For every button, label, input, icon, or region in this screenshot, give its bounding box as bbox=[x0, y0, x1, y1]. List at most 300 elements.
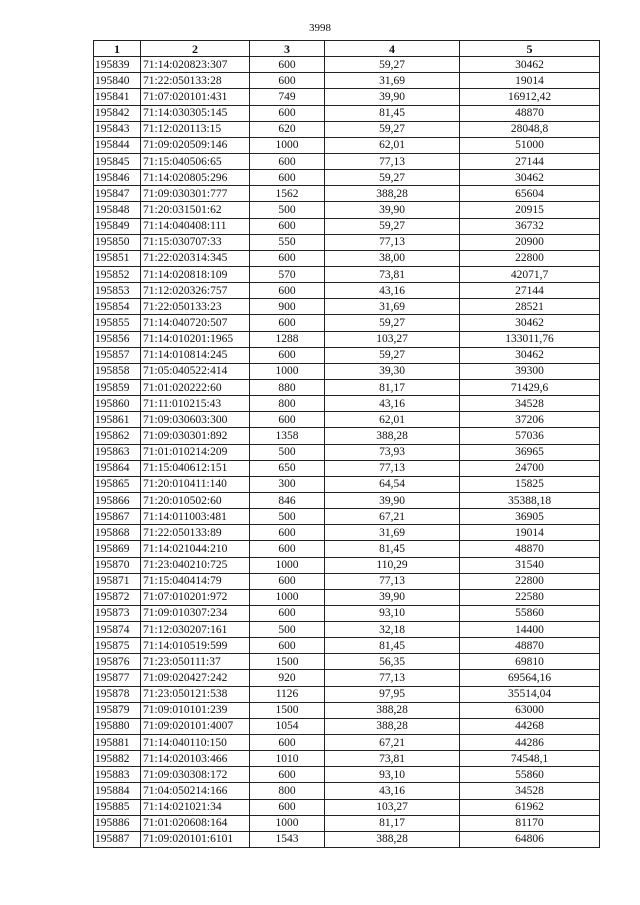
data-table-container bbox=[93, 40, 600, 848]
col5-cell: 48870 bbox=[460, 638, 600, 654]
row-id-cell: 195876 bbox=[94, 654, 141, 670]
col5-cell: 20900 bbox=[460, 234, 600, 250]
col5-cell: 35514,04 bbox=[460, 686, 600, 702]
row-id-cell: 195864 bbox=[94, 460, 141, 476]
row-id-cell: 195861 bbox=[94, 412, 141, 428]
col3-cell: 300 bbox=[250, 476, 325, 492]
table-row bbox=[94, 670, 600, 686]
cadastral-number-cell: 71:12:020326:757 bbox=[141, 283, 250, 299]
table-row bbox=[94, 331, 600, 347]
col3-cell: 600 bbox=[250, 799, 325, 815]
cadastral-number-cell: 71:14:021044:210 bbox=[141, 541, 250, 557]
col3-cell: 570 bbox=[250, 266, 325, 282]
table-row bbox=[94, 137, 600, 153]
col3-cell: 550 bbox=[250, 234, 325, 250]
row-id-cell: 195873 bbox=[94, 605, 141, 621]
col5-cell: 42071,7 bbox=[460, 266, 600, 282]
cadastral-number-cell: 71:14:021021:34 bbox=[141, 799, 250, 815]
cadastral-number-cell: 71:15:040414:79 bbox=[141, 573, 250, 589]
cadastral-number-cell: 71:14:020805:296 bbox=[141, 170, 250, 186]
row-id-cell: 195851 bbox=[94, 250, 141, 266]
cadastral-number-cell: 71:22:050133:23 bbox=[141, 299, 250, 315]
col3-cell: 1000 bbox=[250, 589, 325, 605]
col3-cell: 600 bbox=[250, 525, 325, 541]
table-row bbox=[94, 73, 600, 89]
col3-cell: 846 bbox=[250, 492, 325, 508]
col3-cell: 600 bbox=[250, 605, 325, 621]
cadastral-number-cell: 71:22:050133:89 bbox=[141, 525, 250, 541]
col4-cell: 43,16 bbox=[325, 283, 460, 299]
col4-cell: 64,54 bbox=[325, 476, 460, 492]
col3-cell: 600 bbox=[250, 218, 325, 234]
row-id-cell: 195867 bbox=[94, 509, 141, 525]
col5-cell: 35388,18 bbox=[460, 492, 600, 508]
column-header: 4 bbox=[325, 41, 460, 57]
col3-cell: 600 bbox=[250, 73, 325, 89]
col3-cell: 600 bbox=[250, 170, 325, 186]
table-row bbox=[94, 299, 600, 315]
col5-cell: 74548,1 bbox=[460, 751, 600, 767]
cadastral-number-cell: 71:12:030207:161 bbox=[141, 622, 250, 638]
col5-cell: 19014 bbox=[460, 73, 600, 89]
row-id-cell: 195854 bbox=[94, 299, 141, 315]
cadastral-number-cell: 71:14:040720:507 bbox=[141, 315, 250, 331]
table-row bbox=[94, 799, 600, 815]
col5-cell: 14400 bbox=[460, 622, 600, 638]
col5-cell: 22800 bbox=[460, 250, 600, 266]
row-id-cell: 195849 bbox=[94, 218, 141, 234]
col3-cell: 1000 bbox=[250, 815, 325, 831]
col5-cell: 22800 bbox=[460, 573, 600, 589]
row-id-cell: 195844 bbox=[94, 137, 141, 153]
table-row bbox=[94, 170, 600, 186]
row-id-cell: 195847 bbox=[94, 186, 141, 202]
row-id-cell: 195880 bbox=[94, 718, 141, 734]
col5-cell: 30462 bbox=[460, 170, 600, 186]
col3-cell: 600 bbox=[250, 315, 325, 331]
col5-cell: 15825 bbox=[460, 476, 600, 492]
row-id-cell: 195884 bbox=[94, 783, 141, 799]
col4-cell: 93,10 bbox=[325, 767, 460, 783]
cadastral-number-cell: 71:09:020101:6101 bbox=[141, 831, 250, 847]
row-id-cell: 195879 bbox=[94, 702, 141, 718]
cadastral-number-cell: 71:09:020509:146 bbox=[141, 137, 250, 153]
col5-cell: 36732 bbox=[460, 218, 600, 234]
row-id-cell: 195855 bbox=[94, 315, 141, 331]
table-row bbox=[94, 589, 600, 605]
col4-cell: 103,27 bbox=[325, 331, 460, 347]
col4-cell: 59,27 bbox=[325, 121, 460, 137]
cadastral-number-cell: 71:14:040408:111 bbox=[141, 218, 250, 234]
cadastral-number-cell: 71:14:040110:150 bbox=[141, 735, 250, 751]
cadastral-number-cell: 71:20:010502:60 bbox=[141, 492, 250, 508]
col3-cell: 650 bbox=[250, 460, 325, 476]
table-row bbox=[94, 492, 600, 508]
cadastral-number-cell: 71:15:030707:33 bbox=[141, 234, 250, 250]
table-row bbox=[94, 525, 600, 541]
table-row bbox=[94, 460, 600, 476]
col5-cell: 71429,6 bbox=[460, 379, 600, 395]
table-row bbox=[94, 815, 600, 831]
col3-cell: 500 bbox=[250, 444, 325, 460]
row-id-cell: 195878 bbox=[94, 686, 141, 702]
col4-cell: 39,90 bbox=[325, 89, 460, 105]
cadastral-number-cell: 71:01:010214:209 bbox=[141, 444, 250, 460]
col4-cell: 97,95 bbox=[325, 686, 460, 702]
table-row bbox=[94, 266, 600, 282]
col4-cell: 81,45 bbox=[325, 105, 460, 121]
col5-cell: 65604 bbox=[460, 186, 600, 202]
col5-cell: 69564,16 bbox=[460, 670, 600, 686]
table-row bbox=[94, 541, 600, 557]
col3-cell: 1000 bbox=[250, 363, 325, 379]
cadastral-number-cell: 71:01:020608:164 bbox=[141, 815, 250, 831]
cadastral-number-cell: 71:20:031501:62 bbox=[141, 202, 250, 218]
col3-cell: 1000 bbox=[250, 137, 325, 153]
row-id-cell: 195850 bbox=[94, 234, 141, 250]
table-row bbox=[94, 379, 600, 395]
cadastral-number-cell: 71:23:050111:37 bbox=[141, 654, 250, 670]
col3-cell: 600 bbox=[250, 573, 325, 589]
page-number: 3998 bbox=[309, 22, 331, 34]
col4-cell: 73,81 bbox=[325, 266, 460, 282]
col4-cell: 103,27 bbox=[325, 799, 460, 815]
cadastral-number-cell: 71:09:020101:4007 bbox=[141, 718, 250, 734]
col5-cell: 51000 bbox=[460, 137, 600, 153]
col5-cell: 55860 bbox=[460, 767, 600, 783]
row-id-cell: 195887 bbox=[94, 831, 141, 847]
col4-cell: 67,21 bbox=[325, 509, 460, 525]
col4-cell: 93,10 bbox=[325, 605, 460, 621]
table-row bbox=[94, 831, 600, 847]
col4-cell: 38,00 bbox=[325, 250, 460, 266]
col4-cell: 62,01 bbox=[325, 412, 460, 428]
table-row bbox=[94, 153, 600, 169]
col5-cell: 27144 bbox=[460, 153, 600, 169]
col5-cell: 63000 bbox=[460, 702, 600, 718]
cadastral-number-cell: 71:15:040612:151 bbox=[141, 460, 250, 476]
col5-cell: 44268 bbox=[460, 718, 600, 734]
table-row bbox=[94, 735, 600, 751]
col5-cell: 37206 bbox=[460, 412, 600, 428]
col3-cell: 600 bbox=[250, 105, 325, 121]
table-row bbox=[94, 412, 600, 428]
table-row bbox=[94, 363, 600, 379]
table-row bbox=[94, 718, 600, 734]
table-row bbox=[94, 89, 600, 105]
col4-cell: 31,69 bbox=[325, 73, 460, 89]
col4-cell: 81,17 bbox=[325, 815, 460, 831]
col3-cell: 1126 bbox=[250, 686, 325, 702]
row-id-cell: 195868 bbox=[94, 525, 141, 541]
col3-cell: 1358 bbox=[250, 428, 325, 444]
col4-cell: 73,93 bbox=[325, 444, 460, 460]
row-id-cell: 195859 bbox=[94, 379, 141, 395]
row-id-cell: 195839 bbox=[94, 57, 141, 73]
table-row bbox=[94, 186, 600, 202]
col4-cell: 31,69 bbox=[325, 525, 460, 541]
col5-cell: 48870 bbox=[460, 105, 600, 121]
col3-cell: 1010 bbox=[250, 751, 325, 767]
col3-cell: 749 bbox=[250, 89, 325, 105]
col5-cell: 16912,42 bbox=[460, 89, 600, 105]
table-row bbox=[94, 573, 600, 589]
col3-cell: 600 bbox=[250, 767, 325, 783]
col3-cell: 1543 bbox=[250, 831, 325, 847]
col4-cell: 31,69 bbox=[325, 299, 460, 315]
col5-cell: 34528 bbox=[460, 396, 600, 412]
col4-cell: 388,28 bbox=[325, 831, 460, 847]
row-id-cell: 195886 bbox=[94, 815, 141, 831]
col4-cell: 77,13 bbox=[325, 573, 460, 589]
col5-cell: 48870 bbox=[460, 541, 600, 557]
cadastral-number-cell: 71:11:010215:43 bbox=[141, 396, 250, 412]
row-id-cell: 195869 bbox=[94, 541, 141, 557]
col4-cell: 62,01 bbox=[325, 137, 460, 153]
col3-cell: 600 bbox=[250, 283, 325, 299]
table-row bbox=[94, 686, 600, 702]
cadastral-number-cell: 71:01:020222:60 bbox=[141, 379, 250, 395]
row-id-cell: 195843 bbox=[94, 121, 141, 137]
col4-cell: 39,30 bbox=[325, 363, 460, 379]
cadastral-number-cell: 71:22:020314:345 bbox=[141, 250, 250, 266]
table-row bbox=[94, 202, 600, 218]
row-id-cell: 195883 bbox=[94, 767, 141, 783]
col3-cell: 500 bbox=[250, 509, 325, 525]
col5-cell: 39300 bbox=[460, 363, 600, 379]
col4-cell: 388,28 bbox=[325, 428, 460, 444]
col5-cell: 34528 bbox=[460, 783, 600, 799]
col3-cell: 1000 bbox=[250, 557, 325, 573]
col4-cell: 67,21 bbox=[325, 735, 460, 751]
col4-cell: 77,13 bbox=[325, 153, 460, 169]
table-row bbox=[94, 557, 600, 573]
col4-cell: 39,90 bbox=[325, 492, 460, 508]
cadastral-number-cell: 71:09:010101:239 bbox=[141, 702, 250, 718]
cadastral-number-cell: 71:09:030603:300 bbox=[141, 412, 250, 428]
col4-cell: 32,18 bbox=[325, 622, 460, 638]
row-id-cell: 195845 bbox=[94, 153, 141, 169]
col3-cell: 1054 bbox=[250, 718, 325, 734]
row-id-cell: 195858 bbox=[94, 363, 141, 379]
table-row bbox=[94, 283, 600, 299]
col5-cell: 44286 bbox=[460, 735, 600, 751]
cadastral-number-cell: 71:07:010201:972 bbox=[141, 589, 250, 605]
col3-cell: 1562 bbox=[250, 186, 325, 202]
col4-cell: 39,90 bbox=[325, 589, 460, 605]
col5-cell: 24700 bbox=[460, 460, 600, 476]
row-id-cell: 195871 bbox=[94, 573, 141, 589]
col3-cell: 920 bbox=[250, 670, 325, 686]
cadastral-number-cell: 71:14:010519:599 bbox=[141, 638, 250, 654]
table-row bbox=[94, 250, 600, 266]
col3-cell: 900 bbox=[250, 299, 325, 315]
col4-cell: 43,16 bbox=[325, 396, 460, 412]
data-table bbox=[93, 40, 600, 848]
col3-cell: 800 bbox=[250, 396, 325, 412]
col3-cell: 600 bbox=[250, 250, 325, 266]
cadastral-number-cell: 71:23:040210:725 bbox=[141, 557, 250, 573]
col3-cell: 800 bbox=[250, 783, 325, 799]
table-row bbox=[94, 783, 600, 799]
col3-cell: 1500 bbox=[250, 702, 325, 718]
col3-cell: 500 bbox=[250, 622, 325, 638]
col4-cell: 388,28 bbox=[325, 702, 460, 718]
cadastral-number-cell: 71:14:030305:145 bbox=[141, 105, 250, 121]
row-id-cell: 195857 bbox=[94, 347, 141, 363]
row-id-cell: 195842 bbox=[94, 105, 141, 121]
col4-cell: 81,45 bbox=[325, 638, 460, 654]
column-header: 2 bbox=[141, 41, 250, 57]
cadastral-number-cell: 71:14:020818:109 bbox=[141, 266, 250, 282]
table-body bbox=[94, 57, 600, 848]
col3-cell: 600 bbox=[250, 347, 325, 363]
col3-cell: 600 bbox=[250, 153, 325, 169]
table-row bbox=[94, 218, 600, 234]
col5-cell: 28521 bbox=[460, 299, 600, 315]
cadastral-number-cell: 71:20:010411:140 bbox=[141, 476, 250, 492]
table-row bbox=[94, 767, 600, 783]
table-row bbox=[94, 105, 600, 121]
col4-cell: 110,29 bbox=[325, 557, 460, 573]
table-row bbox=[94, 751, 600, 767]
table-row bbox=[94, 622, 600, 638]
row-id-cell: 195860 bbox=[94, 396, 141, 412]
col4-cell: 59,27 bbox=[325, 170, 460, 186]
col4-cell: 388,28 bbox=[325, 718, 460, 734]
row-id-cell: 195862 bbox=[94, 428, 141, 444]
row-id-cell: 195853 bbox=[94, 283, 141, 299]
row-id-cell: 195852 bbox=[94, 266, 141, 282]
col4-cell: 81,45 bbox=[325, 541, 460, 557]
col3-cell: 880 bbox=[250, 379, 325, 395]
row-id-cell: 195841 bbox=[94, 89, 141, 105]
table-row bbox=[94, 234, 600, 250]
col3-cell: 1500 bbox=[250, 654, 325, 670]
row-id-cell: 195870 bbox=[94, 557, 141, 573]
cadastral-number-cell: 71:14:010201:1965 bbox=[141, 331, 250, 347]
col5-cell: 36965 bbox=[460, 444, 600, 460]
col5-cell: 36905 bbox=[460, 509, 600, 525]
table-row bbox=[94, 444, 600, 460]
cadastral-number-cell: 71:09:010307:234 bbox=[141, 605, 250, 621]
col3-cell: 600 bbox=[250, 735, 325, 751]
cadastral-number-cell: 71:09:030308:172 bbox=[141, 767, 250, 783]
column-header: 5 bbox=[460, 41, 600, 57]
col5-cell: 28048,8 bbox=[460, 121, 600, 137]
row-id-cell: 195877 bbox=[94, 670, 141, 686]
table-row bbox=[94, 509, 600, 525]
col3-cell: 600 bbox=[250, 57, 325, 73]
row-id-cell: 195881 bbox=[94, 735, 141, 751]
table-row bbox=[94, 476, 600, 492]
cadastral-number-cell: 71:04:050214:166 bbox=[141, 783, 250, 799]
row-id-cell: 195846 bbox=[94, 170, 141, 186]
col5-cell: 81170 bbox=[460, 815, 600, 831]
col4-cell: 59,27 bbox=[325, 57, 460, 73]
col5-cell: 64806 bbox=[460, 831, 600, 847]
col5-cell: 20915 bbox=[460, 202, 600, 218]
col5-cell: 30462 bbox=[460, 315, 600, 331]
col5-cell: 31540 bbox=[460, 557, 600, 573]
row-id-cell: 195866 bbox=[94, 492, 141, 508]
col3-cell: 600 bbox=[250, 638, 325, 654]
col3-cell: 500 bbox=[250, 202, 325, 218]
col5-cell: 27144 bbox=[460, 283, 600, 299]
table-row bbox=[94, 347, 600, 363]
col5-cell: 133011,76 bbox=[460, 331, 600, 347]
column-header: 3 bbox=[250, 41, 325, 57]
row-id-cell: 195872 bbox=[94, 589, 141, 605]
col4-cell: 77,13 bbox=[325, 670, 460, 686]
cadastral-number-cell: 71:09:020427:242 bbox=[141, 670, 250, 686]
table-row bbox=[94, 396, 600, 412]
col3-cell: 600 bbox=[250, 541, 325, 557]
col3-cell: 600 bbox=[250, 412, 325, 428]
table-row bbox=[94, 428, 600, 444]
cadastral-number-cell: 71:22:050133:28 bbox=[141, 73, 250, 89]
col3-cell: 620 bbox=[250, 121, 325, 137]
cadastral-number-cell: 71:15:040506:65 bbox=[141, 153, 250, 169]
table-row bbox=[94, 605, 600, 621]
col5-cell: 61962 bbox=[460, 799, 600, 815]
cadastral-number-cell: 71:14:011003:481 bbox=[141, 509, 250, 525]
table-row bbox=[94, 654, 600, 670]
col4-cell: 59,27 bbox=[325, 315, 460, 331]
row-id-cell: 195856 bbox=[94, 331, 141, 347]
row-id-cell: 195865 bbox=[94, 476, 141, 492]
table-row bbox=[94, 121, 600, 137]
row-id-cell: 195882 bbox=[94, 751, 141, 767]
col4-cell: 59,27 bbox=[325, 347, 460, 363]
col4-cell: 59,27 bbox=[325, 218, 460, 234]
table-header-row bbox=[94, 41, 600, 57]
cadastral-number-cell: 71:05:040522:414 bbox=[141, 363, 250, 379]
col4-cell: 388,28 bbox=[325, 186, 460, 202]
cadastral-number-cell: 71:14:010814:245 bbox=[141, 347, 250, 363]
row-id-cell: 195848 bbox=[94, 202, 141, 218]
col5-cell: 19014 bbox=[460, 525, 600, 541]
col3-cell: 1288 bbox=[250, 331, 325, 347]
cadastral-number-cell: 71:23:050121:538 bbox=[141, 686, 250, 702]
table-row bbox=[94, 315, 600, 331]
row-id-cell: 195885 bbox=[94, 799, 141, 815]
col5-cell: 22580 bbox=[460, 589, 600, 605]
cadastral-number-cell: 71:09:030301:777 bbox=[141, 186, 250, 202]
cadastral-number-cell: 71:12:020113:15 bbox=[141, 121, 250, 137]
table-row bbox=[94, 57, 600, 73]
cadastral-number-cell: 71:09:030301:892 bbox=[141, 428, 250, 444]
cadastral-number-cell: 71:14:020823:307 bbox=[141, 57, 250, 73]
col4-cell: 39,90 bbox=[325, 202, 460, 218]
table-row bbox=[94, 638, 600, 654]
row-id-cell: 195840 bbox=[94, 73, 141, 89]
col4-cell: 43,16 bbox=[325, 783, 460, 799]
col4-cell: 56,35 bbox=[325, 654, 460, 670]
col4-cell: 77,13 bbox=[325, 460, 460, 476]
row-id-cell: 195875 bbox=[94, 638, 141, 654]
table-row bbox=[94, 702, 600, 718]
row-id-cell: 195874 bbox=[94, 622, 141, 638]
col4-cell: 77,13 bbox=[325, 234, 460, 250]
col5-cell: 55860 bbox=[460, 605, 600, 621]
column-header: 1 bbox=[94, 41, 141, 57]
row-id-cell: 195863 bbox=[94, 444, 141, 460]
col4-cell: 73,81 bbox=[325, 751, 460, 767]
col5-cell: 30462 bbox=[460, 57, 600, 73]
cadastral-number-cell: 71:07:020101:431 bbox=[141, 89, 250, 105]
col5-cell: 30462 bbox=[460, 347, 600, 363]
